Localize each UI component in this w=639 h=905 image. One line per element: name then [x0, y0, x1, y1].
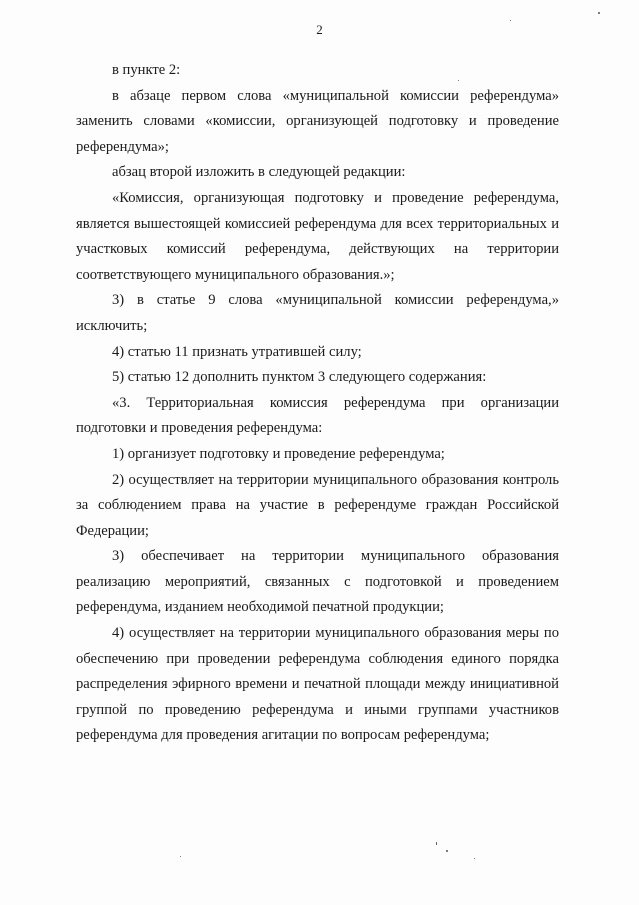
- scan-speck: [458, 80, 459, 81]
- paragraph: 1) организует подготовку и проведение референдума;: [112, 445, 445, 462]
- scan-speck: [474, 858, 475, 859]
- paragraph: 4) осуществляет на территории муниципального образования меры по обеспечению при проведении референдума соблюдения единого порядка распределения эфирного времени и печатной площади между инициативной группой по проведению референдума и иными группами участников референдума для проведения агитации по вопросам референдума;: [76, 625, 559, 744]
- paragraph: абзац второй изложить в следующей редакции:: [112, 164, 406, 181]
- page-number: 2: [316, 22, 323, 37]
- paragraph: 3) обеспечивает на территории муниципального образования реализацию мероприятий, связанных с подготовкой и проведением референдума, изданием необходимой печатной продукции;: [76, 548, 559, 616]
- paragraph: 2) осуществляет на территории муниципального образования контроль за соблюдением права на участие в референдуме граждан Российской Федерации;: [76, 471, 559, 539]
- scan-speck: [598, 12, 600, 14]
- paragraph: 5) статью 12 дополнить пунктом 3 следующего содержания:: [112, 369, 487, 386]
- scan-speck: [436, 842, 437, 845]
- scan-speck: [180, 856, 181, 857]
- paragraph: в пункте 2:: [112, 62, 181, 78]
- paragraph: 3) в статье 9 слова «муниципальной комиссии референдума,» исключить;: [76, 292, 559, 334]
- document-body: [76, 58, 559, 749]
- scan-speck: [446, 850, 448, 852]
- scan-speck: [510, 20, 511, 21]
- paragraph: в абзаце первом слова «муниципальной комиссии референдума» заменить словами «комиссии, организующей подготовку и проведение референдума»;: [76, 87, 559, 155]
- paragraph: «Комиссия, организующая подготовку и проведение референдума, является вышестоящей комиссией референдума для всех территориальных и участковых комиссий референдума, действующих на территории соответствующего муниципального образования.»;: [76, 189, 559, 283]
- paragraph: «3. Территориальная комиссия референдума при организации подготовки и проведения референдума:: [76, 394, 559, 437]
- paragraph: 4) статью 11 признать утратившей силу;: [112, 343, 362, 360]
